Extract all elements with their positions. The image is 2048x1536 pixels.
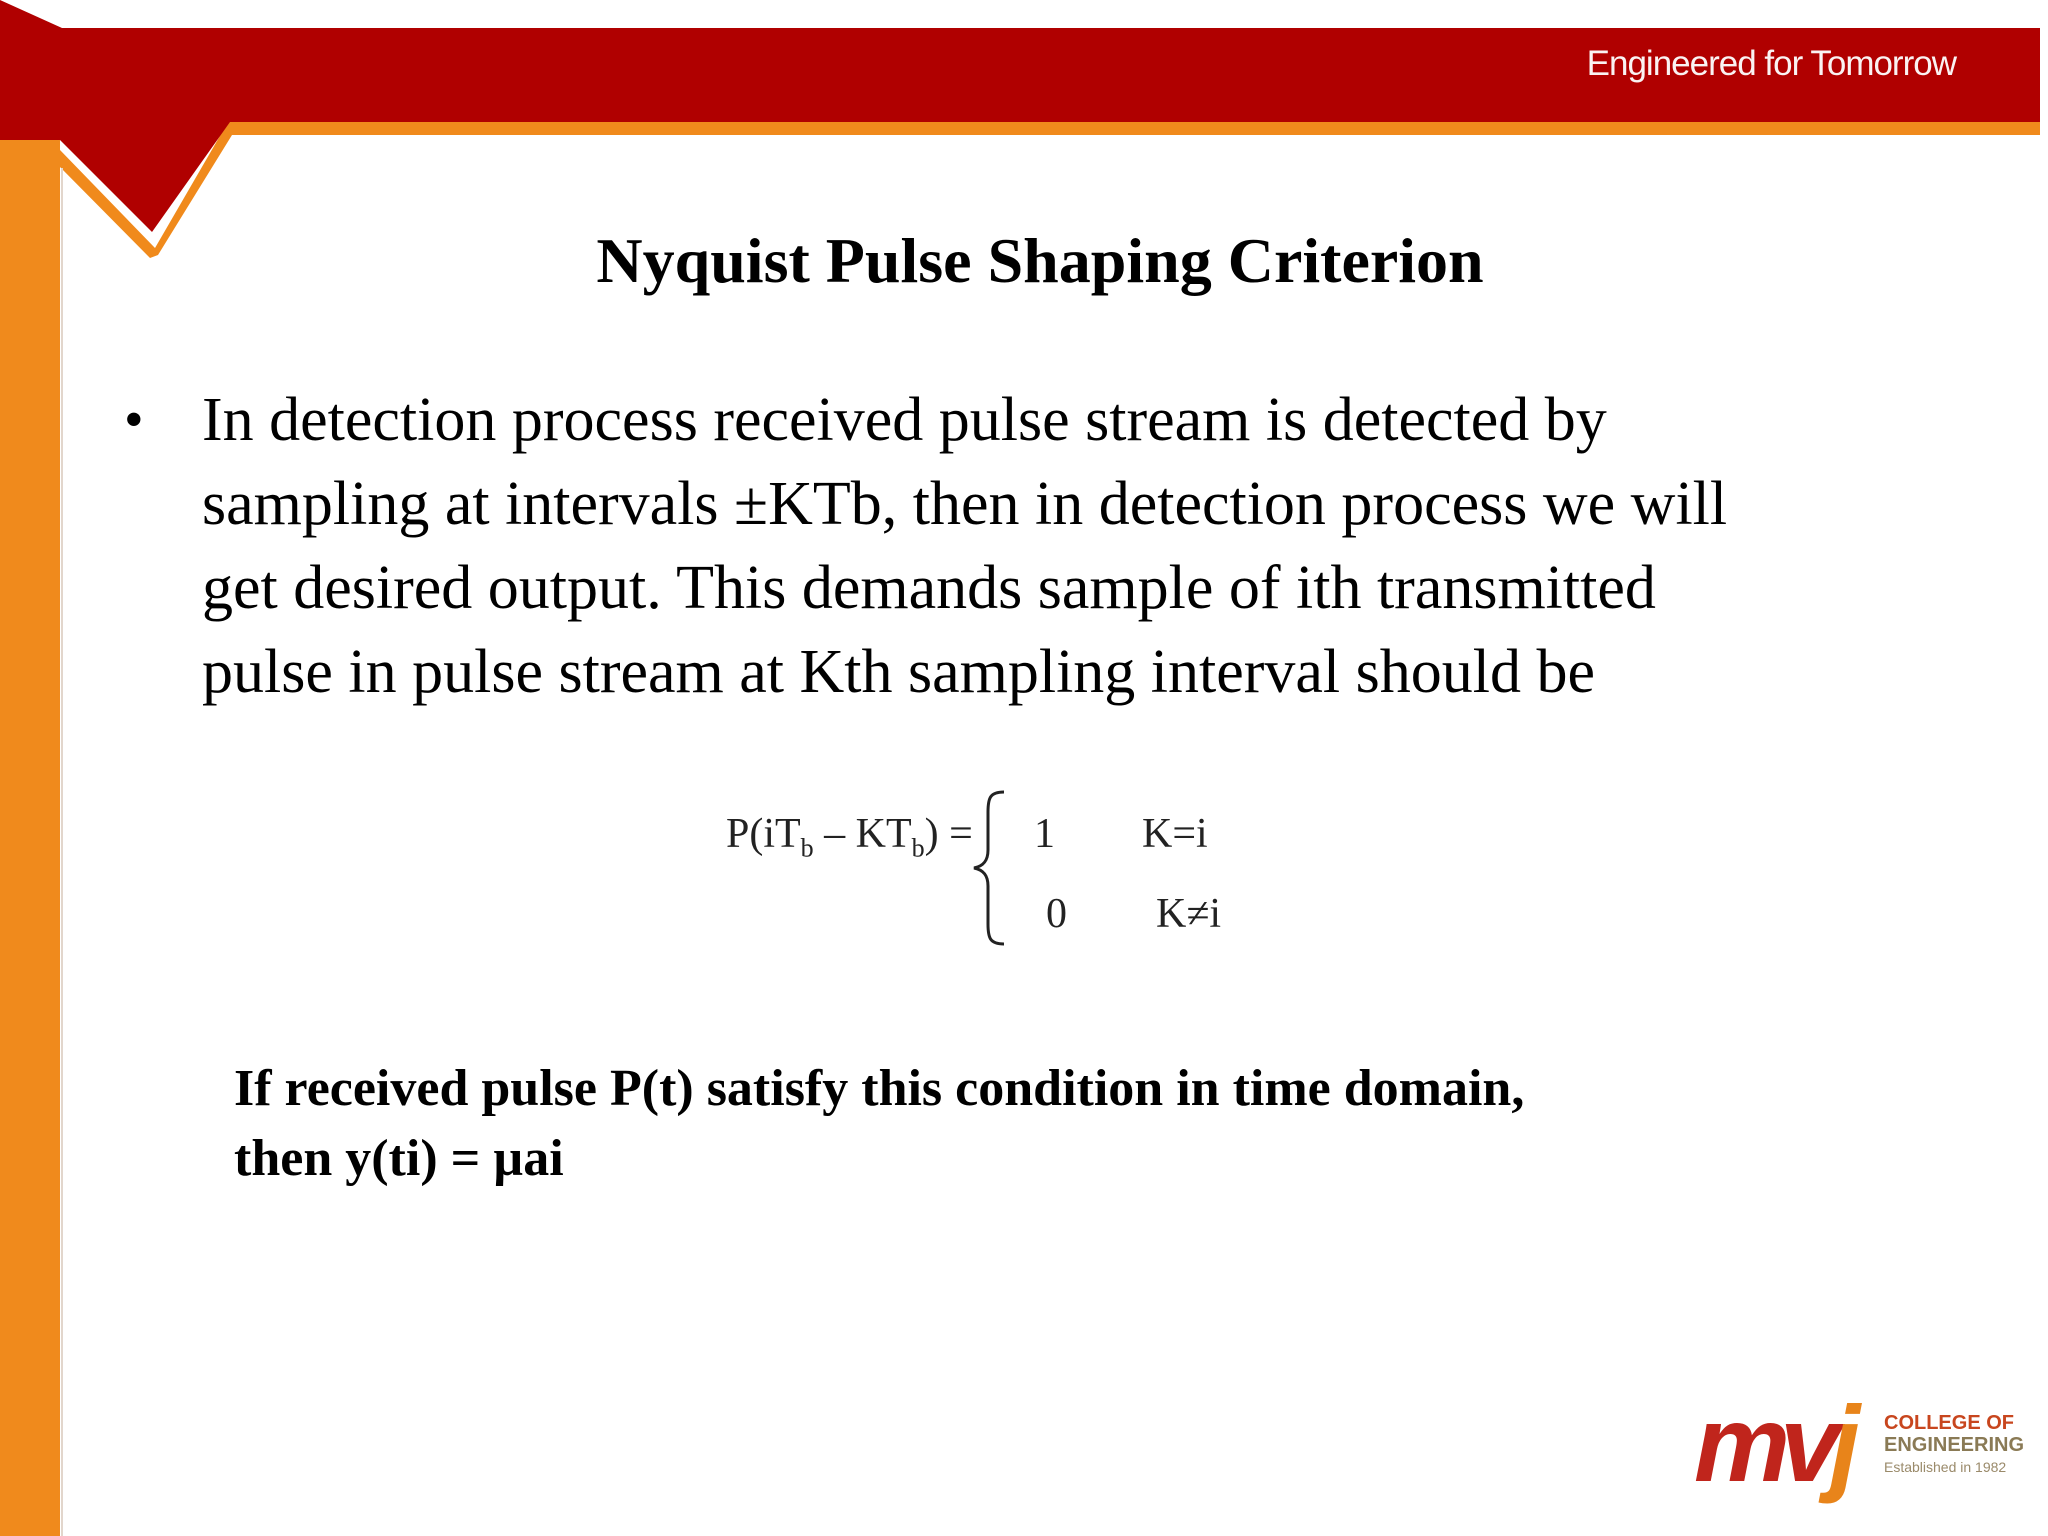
- logo-line-2: ENGINEERING: [1884, 1434, 2025, 1456]
- logo-mark-j: j: [1830, 1383, 1851, 1504]
- logo-mark-main: mv: [1694, 1383, 1831, 1504]
- condition-line: If received pulse P(t) satisfy this condition in time domain,: [234, 1060, 1525, 1117]
- slide-title: Nyquist Pulse Shaping Criterion: [596, 225, 1484, 296]
- formula-lhs: [726, 810, 973, 863]
- college-logo: [1694, 1384, 2024, 1524]
- formula-case1-condition: K=i: [1142, 811, 1208, 857]
- condition-line: then y(ti) = µai: [234, 1130, 564, 1187]
- piecewise-formula: [722, 778, 1242, 948]
- header-top-edge: [0, 0, 2048, 28]
- logo-mark: [1694, 1384, 1850, 1504]
- bullet-dot-icon: •: [124, 389, 144, 451]
- header-tagline: Engineered for Tomorrow: [1586, 44, 1956, 83]
- logo-line-3: Established in 1982: [1884, 1459, 2007, 1475]
- bullet-list: [122, 378, 1982, 714]
- bullet-item: [122, 378, 1982, 714]
- formula-lhs-sub2: b: [911, 833, 925, 863]
- bullet-line: pulse in pulse stream at Kth sampling interval should be: [202, 638, 1596, 706]
- formula-lhs-sub1: b: [800, 833, 814, 863]
- formula-case2-value: 0: [1046, 891, 1067, 937]
- curly-brace-icon: [964, 788, 1014, 948]
- formula-lhs-prefix: P(iT: [726, 811, 801, 857]
- formula-lhs-suffix: ) =: [924, 811, 973, 857]
- logo-text: [1884, 1412, 2024, 1478]
- header-red-band: [0, 0, 2040, 232]
- logo-line-1: COLLEGE OF: [1884, 1412, 2014, 1434]
- formula-lhs-mid: – KT: [813, 811, 912, 857]
- bullet-line: In detection process received pulse stream is detected by: [202, 386, 1607, 454]
- bullet-line: sampling at intervals ±KTb, then in detection process we will: [202, 470, 1728, 538]
- condition-text: [234, 1054, 1524, 1194]
- formula-case1-value: 1: [1034, 811, 1055, 857]
- bullet-line: get desired output. This demands sample of ith transmitted: [202, 554, 1656, 622]
- formula-case2-condition: K≠i: [1156, 891, 1222, 937]
